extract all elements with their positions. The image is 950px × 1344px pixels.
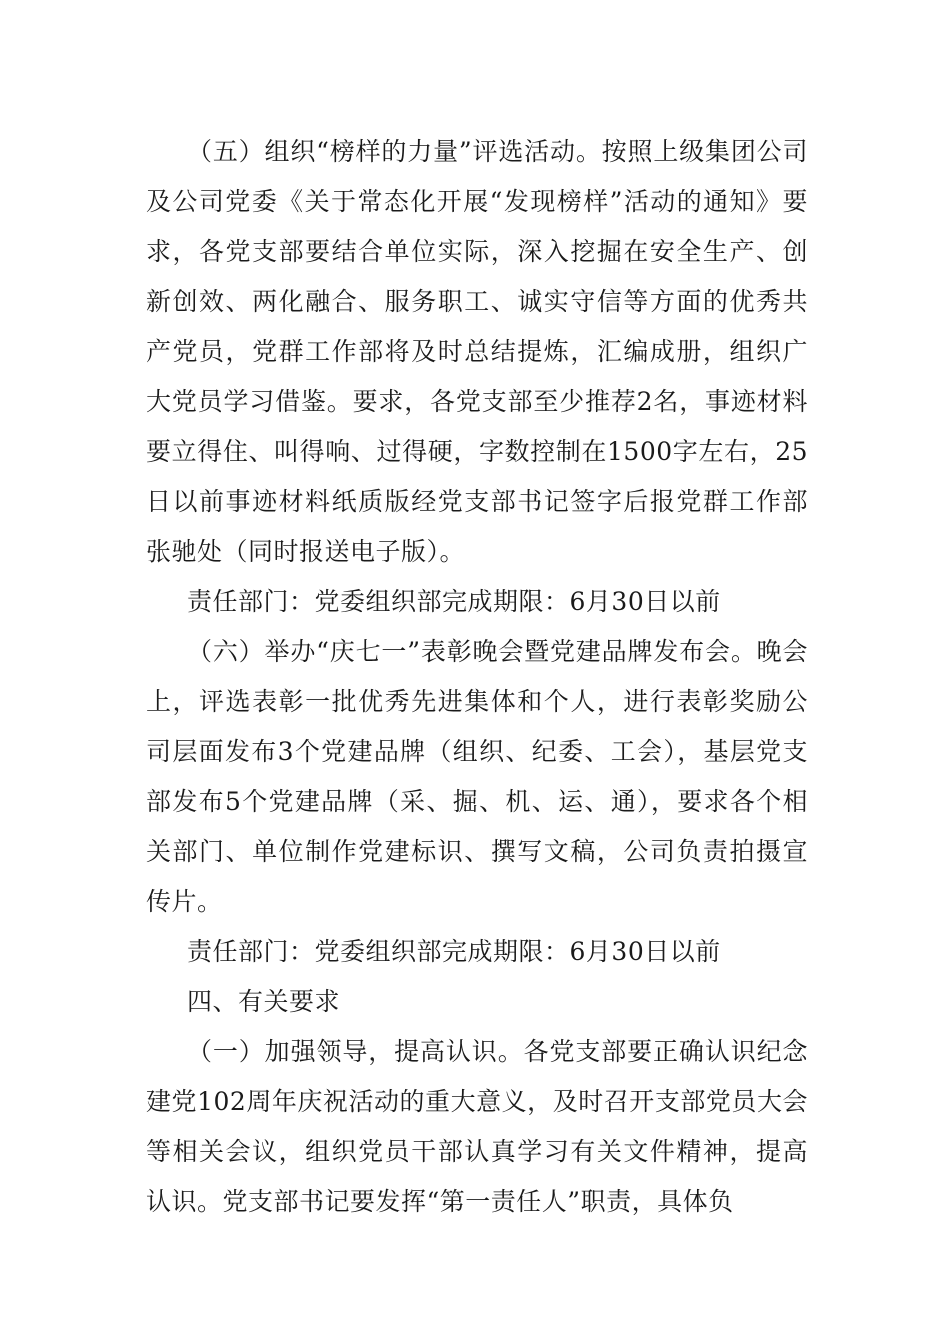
document-page	[146, 127, 808, 1227]
paragraph-requirement-1: （一）加强领导，提高认识。各党支部要正确认识纪念建党102周年庆祝活动的重大意义，及时召开支部党员大会等相关会议，组织党员干部认真学习有关文件精神，提高认识。党支部书记要发挥“第一责任人”职责，具体负	[146, 1037, 808, 1216]
responsibility-line-6: 责任部门：党委组织部完成期限：6月30日以前	[187, 937, 721, 966]
paragraph-item-6: （六）举办“庆七一”表彰晚会暨党建品牌发布会。晚会上，评选表彰一批优秀先进集体和个人，进行表彰奖励公司层面发布3个党建品牌（组织、纪委、工会），基层党支部发布5个党建品牌（采、掘、机、运、通），要求各个相关部门、单位制作党建标识、撰写文稿，公司负责拍摄宣传片。	[146, 637, 808, 916]
section-heading-requirements: 四、有关要求	[187, 987, 341, 1016]
responsibility-line-5: 责任部门：党委组织部完成期限：6月30日以前	[187, 587, 721, 616]
paragraph-item-5: （五）组织“榜样的力量”评选活动。按照上级集团公司及公司党委《关于常态化开展“发现榜样”活动的通知》要求，各党支部要结合单位实际，深入挖掘在安全生产、创新创效、两化融合、服务职工、诚实守信等方面的优秀共产党员，党群工作部将及时总结提炼，汇编成册，组织广大党员学习借鉴。要求，各党支部至少推荐2名，事迹材料要立得住、叫得响、过得硬，字数控制在1500字左右，25日以前事迹材料纸质版经党支部书记签字后报党群工作部张驰处（同时报送电子版）。	[146, 137, 808, 566]
